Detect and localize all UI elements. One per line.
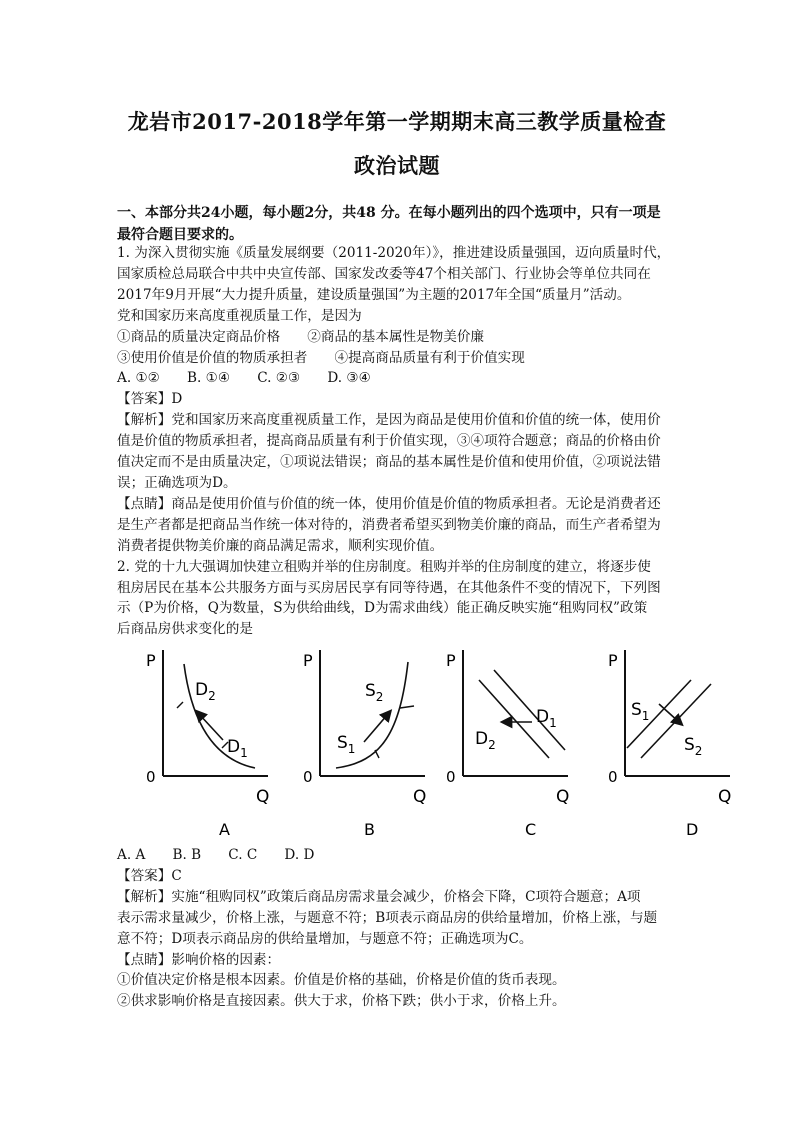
curve-label-2: $D_1$ [227,737,248,760]
graph-a [135,640,275,845]
q1-analysis-line: 值决定而不是由质量决定，①项说法错误；商品的基本属性是价值和使用价值，②项说法错 [117,454,661,471]
question-1 [117,243,677,640]
curve-label-2: $S_2$ [684,735,703,758]
p-axis-label: P [446,651,456,670]
q2-analysis-line: 意不符；D项表示商品房的供给量增加，与题意不符；正确选项为C。 [117,930,533,947]
origin-label: 0 [446,768,456,786]
q1-option-line: ①商品的质量决定商品价格 ②商品的基本属性是物美价廉 [117,328,485,345]
q1-tip-line: 是生产者都是把商品当作统一体对待的，消费者希望买到物美价廉的商品，而生产者希望为 [117,516,661,533]
q1-stem-line: 1. 为深入贯彻实施《质量发展纲要（2011-2020年）》，推进建设质量强国，迈向质量时代， [117,245,671,261]
section-heading-line: 最符合题目要求的。 [117,227,243,243]
q2-stem-line: 示（P为价格，Q为数量，S为供给曲线，D为需求曲线）能正确反映实施“租购同权”政策 [117,600,648,617]
q2-stem-line: 后商品房供求变化的是 [117,621,253,638]
q1-answer: 【答案】D [117,391,183,408]
q1-tip-line: 消费者提供物美价廉的商品满足需求，顺利实现价值。 [117,537,444,554]
curve-label-1: $S_1$ [631,700,650,723]
origin-label: 0 [303,768,313,786]
q2-analysis-line: 表示需求量减少，价格上涨，与题意不符；B项表示商品房的供给量增加，价格上涨，与题 [117,909,658,926]
question-2-answers [117,845,677,1012]
q2-tip-line: 【点睛】影响价格的因素： [117,951,281,968]
q-axis-label: Q [413,787,427,807]
q2-choices: A. A B. B C. C D. D [117,847,315,863]
origin-label: 0 [608,768,618,786]
q1-stem-line: 党和国家历来高度重视质量工作，是因为 [117,307,362,324]
q1-tip-line: 【点睛】商品是使用价值与价值的统一体，使用价值是价值的物质承担者。无论是消费者还 [117,495,661,512]
q2-stem-line: 2. 党的十九大强调加快建立租购并举的住房制度。租购并举的住房制度的建立，将逐步使 [117,558,651,575]
curve-label-1: $S_1$ [337,733,356,756]
p-axis-label: P [146,651,156,670]
q1-analysis-line: 值是价值的物质承担者，提高商品质量有利于价值实现，③④项符合题意；商品的价格由价 [117,433,661,450]
q1-choices: A. ①② B. ①④ C. ②③ D. ③④ [117,370,371,387]
curve-label-1: $D_2$ [195,680,216,703]
graph-label: B [364,820,375,839]
graph-c [435,640,575,845]
graph-label: C [525,820,537,839]
graph-label: D [686,820,699,839]
page-title: 龙岩市2017-2018学年第一学期期末高三教学质量检查 [127,109,667,134]
q-axis-label: Q [718,787,732,807]
page-subtitle: 政治试题 [354,153,440,178]
shift-arrow [659,704,679,722]
curve-label-2: $S_2$ [365,681,384,704]
curve-label-2: $D_2$ [475,729,496,752]
shift-arrow [364,714,388,742]
q1-analysis-line: 误；正确选项为D。 [117,474,237,491]
section-heading [117,202,677,246]
q-axis-label: Q [556,787,570,807]
p-axis-label: P [608,651,618,670]
graph-label: A [219,820,230,839]
p-axis-label: P [303,651,313,670]
curve-label-1: $D_1$ [536,707,557,730]
q2-stem-line: 租房居民在基本公共服务方面与买房居民享有同等待遇，在其他条件不变的情况下，下列图 [117,579,661,596]
q2-tip-line: ②供求影响价格是直接因素。供大于求，价格下跌；供小于求，价格上升。 [117,993,566,1010]
supply-demand-graphs [117,640,737,845]
origin-label: 0 [146,768,156,786]
q1-option-line: ③使用价值是价值的物质承担者 ④提高商品质量有利于价值实现 [117,349,525,366]
q-axis-label: Q [256,787,270,807]
graph-d [597,640,737,845]
q2-analysis-line: 【解析】实施“租购同权”政策后商品房需求量会减少，价格会下降，C项符合题意；A项 [117,888,641,905]
q2-answer: 【答案】C [117,867,182,884]
demand-curve-d1 [494,670,565,750]
q1-stem-line: 2017年9月开展“大力提升质量，建设质量强国”为主题的2017年全国“质量月”活动。 [117,286,631,303]
q1-stem-line: 国家质检总局联合中共中央宣传部、国家发改委等47个相关部门、行业协会等单位共同在 [117,265,651,282]
q1-analysis-line: 【解析】党和国家历来高度重视质量工作，是因为商品是使用价值和价值的统一体，使用价 [117,412,661,429]
graph-b [292,640,432,845]
section-heading-line: 一、本部分共24小题，每小题2分，共48 分。在每小题列出的四个选项中，只有一项是 [117,205,661,221]
q2-tip-line: ①价值决定价格是根本因素。价值是价格的基础，价格是价值的货币表现。 [117,972,566,989]
